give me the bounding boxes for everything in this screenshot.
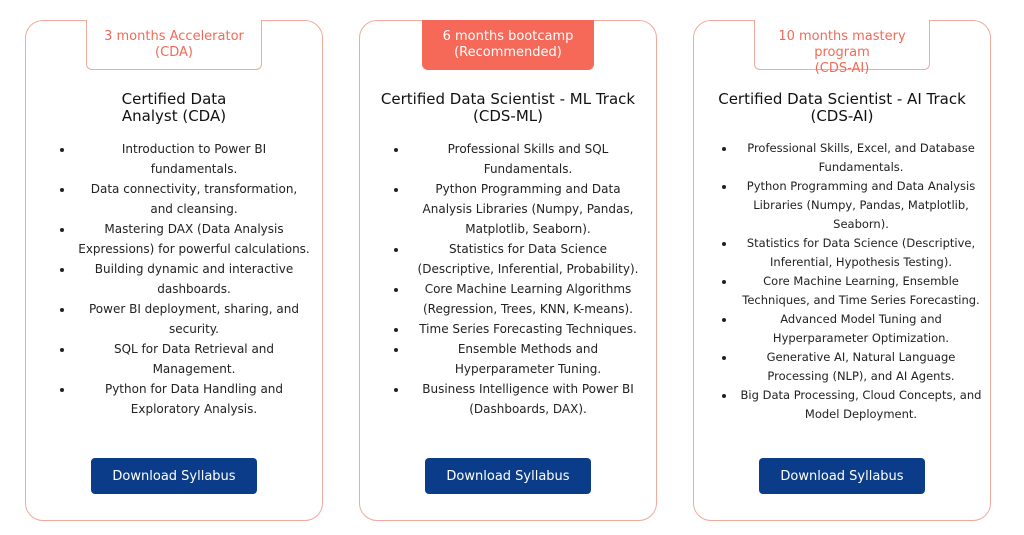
program-title-line-2: (CDS-AI): [810, 107, 874, 125]
program-title: [26, 91, 322, 125]
program-title-line-1: Certified Data Scientist - AI Track: [718, 90, 966, 108]
feature-item: • Business Intelligence with Power BI (Dashboards, DAX).: [408, 379, 644, 419]
feature-item: • Data connectivity, transformation, and cleansing.: [74, 179, 310, 219]
feature-list: [52, 139, 310, 419]
feature-item: • Python Programming and Data Analysis Libraries (Numpy, Pandas, Matplotlib, Seaborn).: [736, 177, 982, 234]
feature-list: [714, 139, 982, 424]
program-card-cds-ml: [359, 20, 657, 521]
download-syllabus-button[interactable]: Download Syllabus: [759, 458, 925, 494]
feature-list: [386, 139, 644, 419]
download-syllabus-button[interactable]: Download Syllabus: [91, 458, 257, 494]
program-title-line-1: Certified Data: [121, 90, 227, 108]
feature-item: • Big Data Processing, Cloud Concepts, and Model Deployment.: [736, 386, 982, 424]
feature-item: • Advanced Model Tuning and Hyperparameter Optimization.: [736, 310, 982, 348]
feature-item: • Core Machine Learning, Ensemble Techniques, and Time Series Forecasting.: [736, 272, 982, 310]
download-syllabus-button[interactable]: Download Syllabus: [425, 458, 591, 494]
feature-item: • Core Machine Learning Algorithms (Regression, Trees, KNN, K-means).: [408, 279, 644, 319]
feature-item: • Ensemble Methods and Hyperparameter Tuning.: [408, 339, 644, 379]
feature-item: • Statistics for Data Science (Descriptive, Inferential, Hypothesis Testing).: [736, 234, 982, 272]
program-duration-tag-recommended: [422, 20, 594, 70]
tag-duration: 6 months bootcamp: [442, 29, 574, 44]
program-card-cda: [25, 20, 323, 521]
feature-item: • Statistics for Data Science (Descriptive, Inferential, Probability).: [408, 239, 644, 279]
program-title-line-2: (CDS-ML): [473, 107, 543, 125]
tag-duration: 10 months mastery program: [778, 29, 906, 60]
feature-item: • Introduction to Power BI fundamentals.: [74, 139, 310, 179]
program-title-line-1: Certified Data Scientist - ML Track: [380, 90, 636, 108]
feature-item: • Time Series Forecasting Techniques.: [408, 319, 644, 339]
feature-item: • Generative AI, Natural Language Processing (NLP), and AI Agents.: [736, 348, 982, 386]
tag-recommended-label: (Recommended): [454, 45, 562, 60]
feature-item: • Python Programming and Data Analysis Libraries (Numpy, Pandas, Matplotlib, Seaborn).: [408, 179, 644, 239]
program-duration-tag: [754, 20, 930, 76]
feature-item: • Building dynamic and interactive dashboards.: [74, 259, 310, 299]
tag-duration: 3 months Accelerator: [104, 29, 244, 44]
feature-item: • SQL for Data Retrieval and Management.: [74, 339, 310, 379]
feature-item: • Python for Data Handling and Exploratory Analysis.: [74, 379, 310, 419]
program-duration-tag: [86, 20, 262, 70]
program-title: [694, 91, 990, 125]
feature-item: • Professional Skills, Excel, and Database Fundamentals.: [736, 139, 982, 177]
tag-code: (CDA): [155, 45, 193, 60]
program-title: [360, 91, 656, 125]
feature-item: • Power BI deployment, sharing, and security.: [74, 299, 310, 339]
program-title-line-2: Analyst (CDA): [121, 107, 227, 125]
program-card-cds-ai: [693, 20, 991, 521]
feature-item: • Mastering DAX (Data Analysis Expressions) for powerful calculations.: [74, 219, 310, 259]
feature-item: • Professional Skills and SQL Fundamentals.: [408, 139, 644, 179]
tag-code: (CDS-AI): [814, 61, 870, 76]
